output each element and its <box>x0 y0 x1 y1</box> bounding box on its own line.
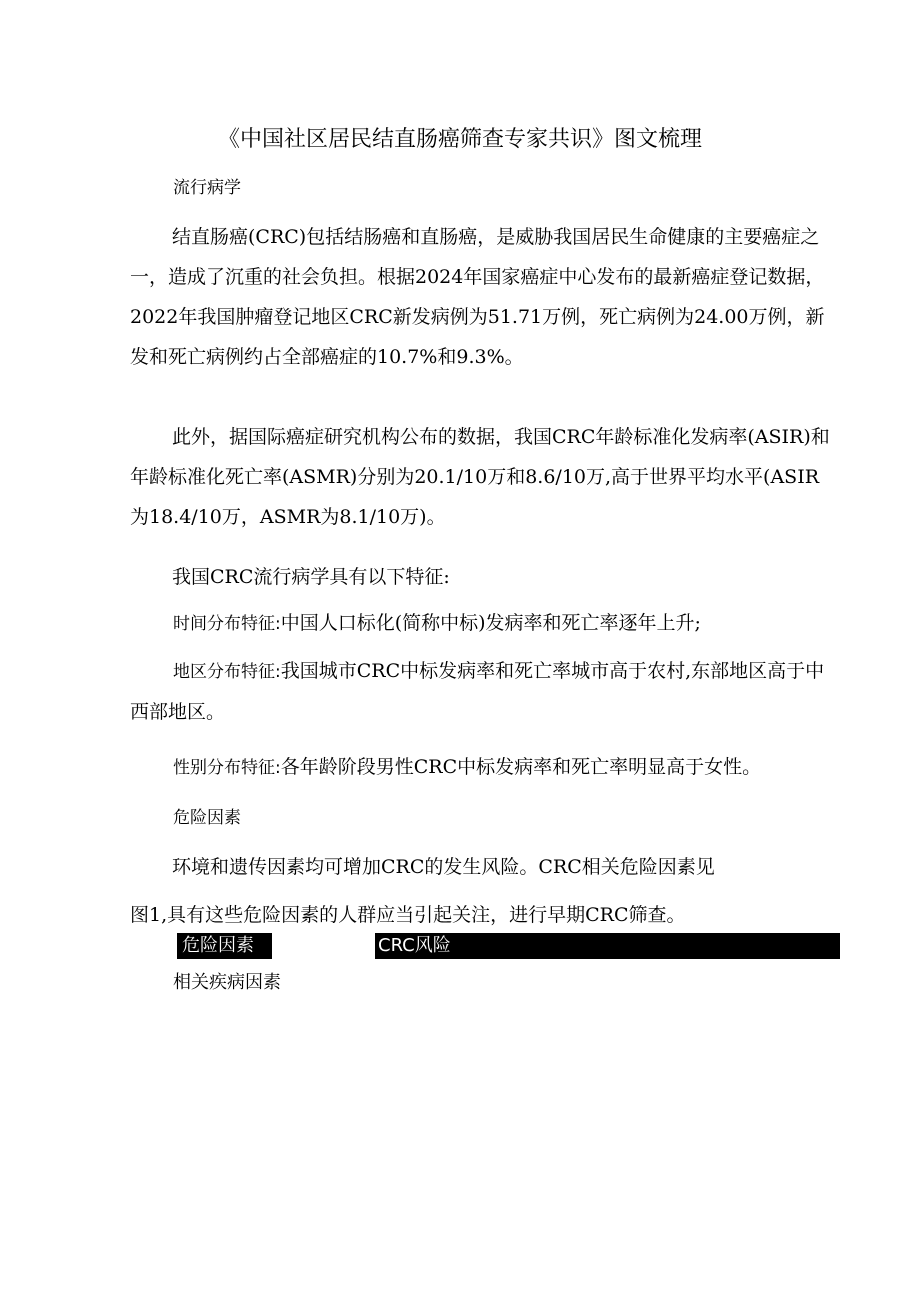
feature-separator: : <box>275 662 281 682</box>
table-header-crc-risk: CRC风险 <box>375 933 840 959</box>
document-title: 《中国社区居民结直肠癌筛查专家共识》图文梳理 <box>217 127 702 152</box>
feature-separator: : <box>275 614 281 634</box>
paragraph-features-intro <box>130 557 830 597</box>
table-row-related-disease: 相关疾病因素 <box>173 972 281 993</box>
table-header-risk-factor: 危险因素 <box>177 933 272 959</box>
feature-text: 各年龄阶段男性CRC中标发病率和死亡率明显高于女性。 <box>280 756 762 778</box>
paragraph-features-intro-text: 我国CRC流行病学具有以下特征: <box>172 566 450 588</box>
feature-separator: : <box>275 758 281 778</box>
paragraph-risk-intro <box>130 847 830 887</box>
feature-time-distribution <box>173 603 833 644</box>
paragraph-iarc-data-text: 此外，据国际癌症研究机构公布的数据，我国CRC年龄标准化发病率(ASIR)和年龄标准化死亡率(ASMR)分别为20.1/10万和8.6/10万,高于世界平均水平(ASIR为18.4/10万，ASMR为8.1/10万)。 <box>130 426 830 528</box>
paragraph-crc-overview <box>130 217 830 377</box>
feature-text: 中国人口标化(简称中标)发病率和死亡率逐年上升; <box>280 612 701 634</box>
paragraph-crc-overview-text: 结直肠癌(CRC)包括结肠癌和直肠癌，是威胁我国居民生命健康的主要癌症之一，造成了沉重的社会负担。根据2024年国家癌症中心发布的最新癌症登记数据，2022年我国肿瘤登记地区CRC新发病例为51.71万例，死亡病例为24.00万例，新发和死亡病例约占全部癌症的10.7%和9.3%。 <box>130 226 825 368</box>
feature-text: 我国城市CRC中标发病率和死亡率城市高于农村,东部地区高于中西部地区。 <box>130 660 825 723</box>
heading-risk-factors: 危险因素 <box>173 808 241 828</box>
paragraph-iarc-data <box>130 417 830 537</box>
feature-region-distribution <box>130 651 830 732</box>
heading-epidemiology: 流行病学 <box>173 178 241 198</box>
feature-label: 性别分布特征 <box>173 758 275 778</box>
feature-gender-distribution <box>173 747 833 788</box>
paragraph-risk-intro-text: 环境和遗传因素均可增加CRC的发生风险。CRC相关危险因素见 <box>172 856 715 878</box>
feature-label: 时间分布特征 <box>173 614 275 634</box>
paragraph-risk-intro-cont: 图1,具有这些危险因素的人群应当引起关注，进行早期CRC筛查。 <box>130 904 686 926</box>
feature-label: 地区分布特征 <box>173 662 275 682</box>
